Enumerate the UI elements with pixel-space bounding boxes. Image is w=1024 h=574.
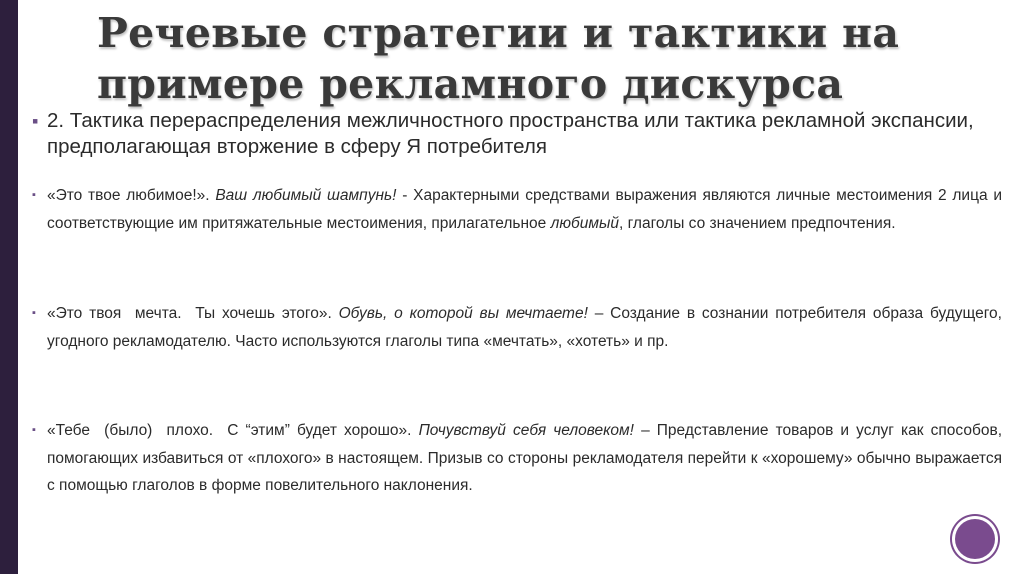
example-text bbox=[47, 182, 1002, 237]
example-item-1 bbox=[32, 182, 1002, 237]
slide-nav-circle-icon[interactable] bbox=[955, 519, 995, 559]
example-item-2 bbox=[32, 300, 1002, 355]
example-description: – Представление товаров и услуг как способов, помогающих избавиться от «плохого» в настоящем. Призыв со стороны рекламодателя перейти к «хорошему» обычно выражается с помощью глаголов в форме повелительного наклонения. bbox=[47, 422, 1003, 494]
tactic-heading-text: 2. Тактика перераспределения межличностного пространства или тактика рекламной экспансии, предполагающая вторжение в сферу Я потребителя bbox=[47, 109, 974, 158]
slide-title-line-1: Речевые стратегии и тактики на bbox=[97, 9, 900, 57]
example-text bbox=[47, 300, 1002, 355]
example-quote: «Это твое любимое!». bbox=[47, 187, 210, 204]
example-description-end: , глаголы со значением предпочтения. bbox=[619, 214, 896, 232]
tactic-heading bbox=[32, 108, 1002, 160]
example-text bbox=[47, 417, 1002, 500]
example-description: - Характерными средствами выражения являются личные местоимения 2 лица и соответствующие им притяжательные местоимения, прилагательное bbox=[47, 187, 1003, 232]
example-item-3 bbox=[32, 417, 1002, 500]
example-emphasis: любимый bbox=[550, 214, 619, 232]
example-quote: «Это твоя мечта. Ты хочешь этого». bbox=[47, 305, 332, 322]
example-quote: «Тебе (было) плохо. С “этим” будет хорошо». bbox=[47, 422, 412, 439]
square-bullet-icon: ▪ bbox=[32, 307, 36, 319]
square-bullet-icon: ▪ bbox=[32, 111, 39, 131]
example-slogan: Ваш любимый шампунь! bbox=[215, 187, 397, 204]
slide-title-line-2: примере рекламного дискурса bbox=[97, 60, 844, 108]
example-slogan: Обувь, о которой вы мечтаете! bbox=[338, 305, 588, 322]
square-bullet-icon: ▪ bbox=[32, 424, 36, 436]
square-bullet-icon: ▪ bbox=[32, 189, 36, 201]
example-description: – Создание в сознании потребителя образа будущего, угодного рекламодателю. Часто используются глаголы типа «мечтать», «хотеть» и пр. bbox=[47, 305, 1002, 350]
example-slogan: Почувствуй себя человеком! bbox=[418, 422, 634, 439]
